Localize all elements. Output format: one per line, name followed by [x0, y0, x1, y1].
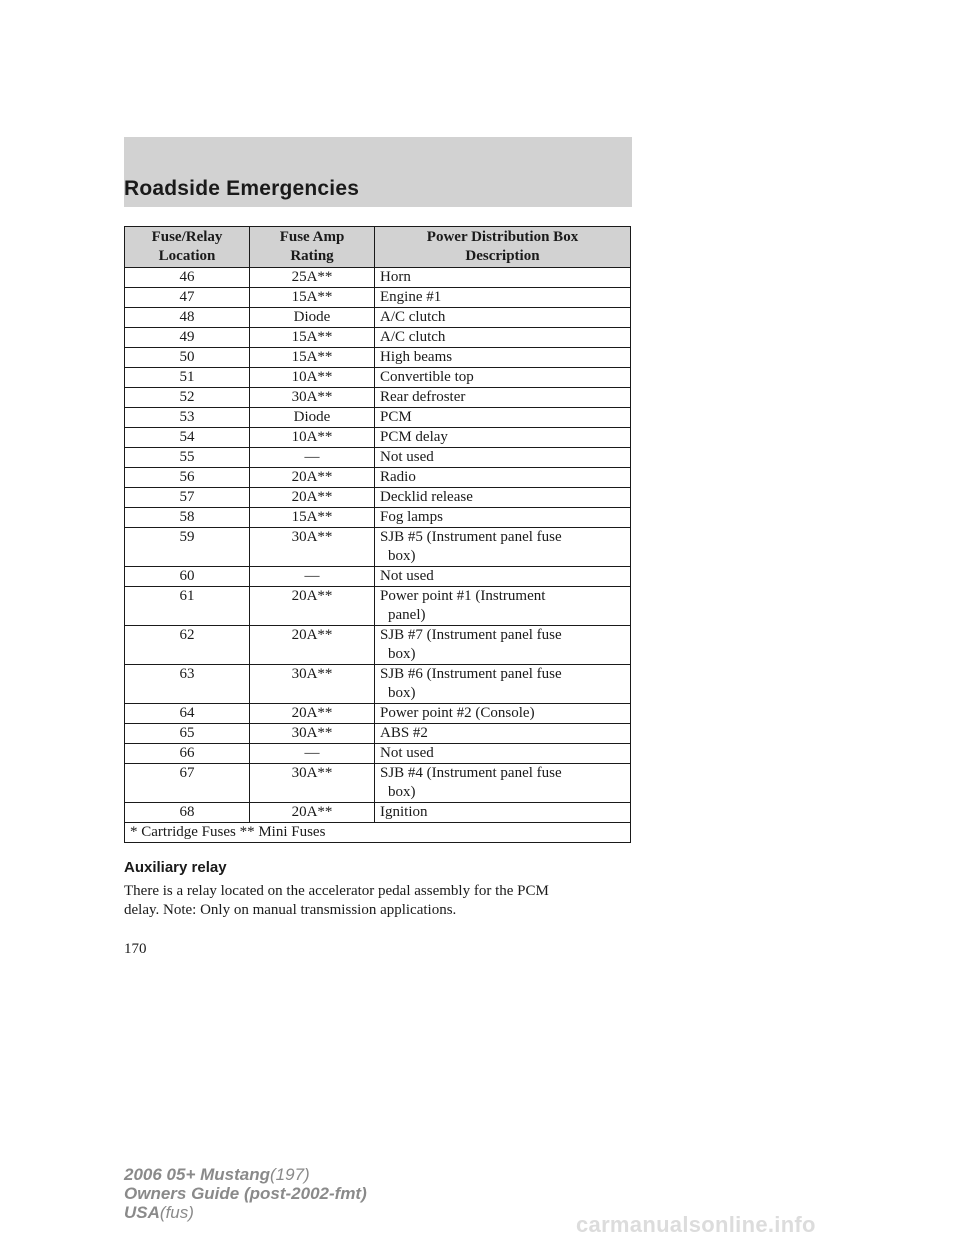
body-line-1: There is a relay located on the accelerator pedal assembly for the PCM: [124, 883, 549, 899]
fuse-rating-cell: 15A**: [250, 288, 375, 308]
footer-model: 2006 05+ Mustang: [124, 1165, 270, 1184]
footer-guide: Owners Guide (post-2002-fmt): [124, 1184, 367, 1203]
description-line: A/C clutch: [380, 329, 446, 345]
description-line: SJB #4 (Instrument panel fuse: [380, 765, 562, 781]
fuse-description-cell: [375, 328, 631, 348]
fuse-location-cell: 52: [125, 388, 250, 408]
fuse-rating-cell: 30A**: [250, 528, 375, 567]
fuse-description-cell: [375, 704, 631, 724]
table-row: [125, 704, 631, 724]
table-row: [125, 626, 631, 665]
fuse-description-cell: [375, 288, 631, 308]
description-line: A/C clutch: [380, 309, 446, 325]
description-line: Not used: [380, 745, 434, 761]
fuse-location-cell: 65: [125, 724, 250, 744]
description-line: box): [388, 548, 416, 564]
description-line: High beams: [380, 349, 453, 365]
fuse-rating-cell: 15A**: [250, 508, 375, 528]
auxiliary-relay-text: [124, 882, 644, 920]
fuse-rating-cell: 10A**: [250, 428, 375, 448]
table-row: [125, 348, 631, 368]
fuse-location-cell: 47: [125, 288, 250, 308]
table-row: [125, 724, 631, 744]
table-header-row: [125, 227, 631, 268]
description-line: box): [388, 784, 416, 800]
fuse-rating-cell: Diode: [250, 308, 375, 328]
fuse-rating-cell: 15A**: [250, 328, 375, 348]
description-line: PCM: [380, 409, 412, 425]
description-line: Ignition: [380, 804, 428, 820]
column-header-rating: Fuse Amp Rating: [250, 227, 375, 268]
table-row: [125, 803, 631, 823]
description-line: Engine #1: [380, 289, 442, 305]
fuse-rating-cell: 15A**: [250, 348, 375, 368]
table-row: [125, 368, 631, 388]
table-row: [125, 428, 631, 448]
fuse-rating-cell: 25A**: [250, 268, 375, 288]
fuse-description-cell: [375, 268, 631, 288]
fuse-location-cell: 68: [125, 803, 250, 823]
fuse-location-cell: 48: [125, 308, 250, 328]
fuse-rating-cell: 30A**: [250, 764, 375, 803]
fuse-rating-cell: 30A**: [250, 665, 375, 704]
fuse-location-cell: 50: [125, 348, 250, 368]
fuse-rating-cell: —: [250, 744, 375, 764]
fuse-description-cell: [375, 724, 631, 744]
document-footer: [124, 1165, 367, 1222]
fuse-location-cell: 66: [125, 744, 250, 764]
fuse-location-cell: 60: [125, 567, 250, 587]
column-header-location: Fuse/Relay Location: [125, 227, 250, 268]
fuse-description-cell: [375, 508, 631, 528]
description-line: SJB #6 (Instrument panel fuse: [380, 666, 562, 682]
fuse-description-cell: [375, 348, 631, 368]
description-line: Decklid release: [380, 489, 473, 505]
fuse-rating-cell: 20A**: [250, 488, 375, 508]
fuse-location-cell: 63: [125, 665, 250, 704]
table-row: [125, 468, 631, 488]
fuse-location-cell: 58: [125, 508, 250, 528]
fuse-description-cell: [375, 665, 631, 704]
table-row: [125, 744, 631, 764]
table-row: [125, 528, 631, 567]
table-row: [125, 567, 631, 587]
fuse-location-cell: 56: [125, 468, 250, 488]
fuse-rating-cell: 20A**: [250, 803, 375, 823]
table-row: [125, 448, 631, 468]
fuse-rating-cell: —: [250, 448, 375, 468]
description-line: ABS #2: [380, 725, 428, 741]
footer-model-code: (197): [270, 1165, 310, 1184]
fuse-description-cell: [375, 408, 631, 428]
table-row: [125, 488, 631, 508]
fuse-location-cell: 61: [125, 587, 250, 626]
table-footnote: * Cartridge Fuses ** Mini Fuses: [125, 823, 631, 843]
fuse-location-cell: 57: [125, 488, 250, 508]
table-row: [125, 388, 631, 408]
auxiliary-relay-heading: Auxiliary relay: [124, 859, 227, 876]
table-row: [125, 665, 631, 704]
fuse-rating-cell: 30A**: [250, 388, 375, 408]
fuse-description-cell: [375, 626, 631, 665]
fuse-location-cell: 53: [125, 408, 250, 428]
fuse-description-cell: [375, 567, 631, 587]
fuse-location-cell: 46: [125, 268, 250, 288]
section-title: Roadside Emergencies: [124, 177, 360, 200]
fuse-location-cell: 67: [125, 764, 250, 803]
footer-market: USA: [124, 1203, 160, 1222]
page-number: 170: [124, 941, 147, 957]
table-row: [125, 408, 631, 428]
description-line: Not used: [380, 568, 434, 584]
fuse-description-cell: [375, 428, 631, 448]
fuse-rating-cell: 20A**: [250, 587, 375, 626]
table-row: [125, 268, 631, 288]
table-row: [125, 328, 631, 348]
fuse-description-cell: [375, 368, 631, 388]
fuse-table: [124, 226, 631, 843]
fuse-rating-cell: 20A**: [250, 626, 375, 665]
footnote-row: [125, 823, 631, 843]
description-line: Convertible top: [380, 369, 474, 385]
description-line: box): [388, 646, 416, 662]
description-line: box): [388, 685, 416, 701]
column-header-description: Power Distribution Box Description: [375, 227, 631, 268]
body-line-2: delay. Note: Only on manual transmission applications.: [124, 902, 457, 918]
description-line: Radio: [380, 469, 416, 485]
fuse-rating-cell: 30A**: [250, 724, 375, 744]
description-line: PCM delay: [380, 429, 448, 445]
fuse-location-cell: 55: [125, 448, 250, 468]
fuse-location-cell: 62: [125, 626, 250, 665]
fuse-description-cell: [375, 803, 631, 823]
description-line: Power point #1 (Instrument: [380, 588, 546, 604]
fuse-location-cell: 51: [125, 368, 250, 388]
table-row: [125, 587, 631, 626]
table-body: [125, 268, 631, 823]
description-line: Fog lamps: [380, 509, 443, 525]
description-line: panel): [388, 607, 426, 623]
table-row: [125, 288, 631, 308]
fuse-rating-cell: 10A**: [250, 368, 375, 388]
fuse-description-cell: [375, 744, 631, 764]
watermark-logo: carmanualsonline.info: [576, 1212, 816, 1237]
fuse-location-cell: 54: [125, 428, 250, 448]
table-row: [125, 764, 631, 803]
description-line: SJB #7 (Instrument panel fuse: [380, 627, 562, 643]
fuse-location-cell: 49: [125, 328, 250, 348]
footer-market-code: (fus): [159, 1203, 194, 1222]
fuse-description-cell: [375, 587, 631, 626]
fuse-description-cell: [375, 388, 631, 408]
fuse-description-cell: [375, 468, 631, 488]
description-line: Horn: [380, 269, 411, 285]
fuse-rating-cell: Diode: [250, 408, 375, 428]
fuse-rating-cell: 20A**: [250, 468, 375, 488]
fuse-description-cell: [375, 308, 631, 328]
fuse-description-cell: [375, 488, 631, 508]
fuse-location-cell: 64: [125, 704, 250, 724]
table-row: [125, 308, 631, 328]
description-line: Rear defroster: [380, 389, 466, 405]
description-line: Not used: [380, 449, 434, 465]
description-line: Power point #2 (Console): [380, 705, 535, 721]
fuse-description-cell: [375, 764, 631, 803]
fuse-description-cell: [375, 528, 631, 567]
fuse-rating-cell: —: [250, 567, 375, 587]
description-line: SJB #5 (Instrument panel fuse: [380, 529, 562, 545]
fuse-location-cell: 59: [125, 528, 250, 567]
table-row: [125, 508, 631, 528]
fuse-description-cell: [375, 448, 631, 468]
fuse-rating-cell: 20A**: [250, 704, 375, 724]
